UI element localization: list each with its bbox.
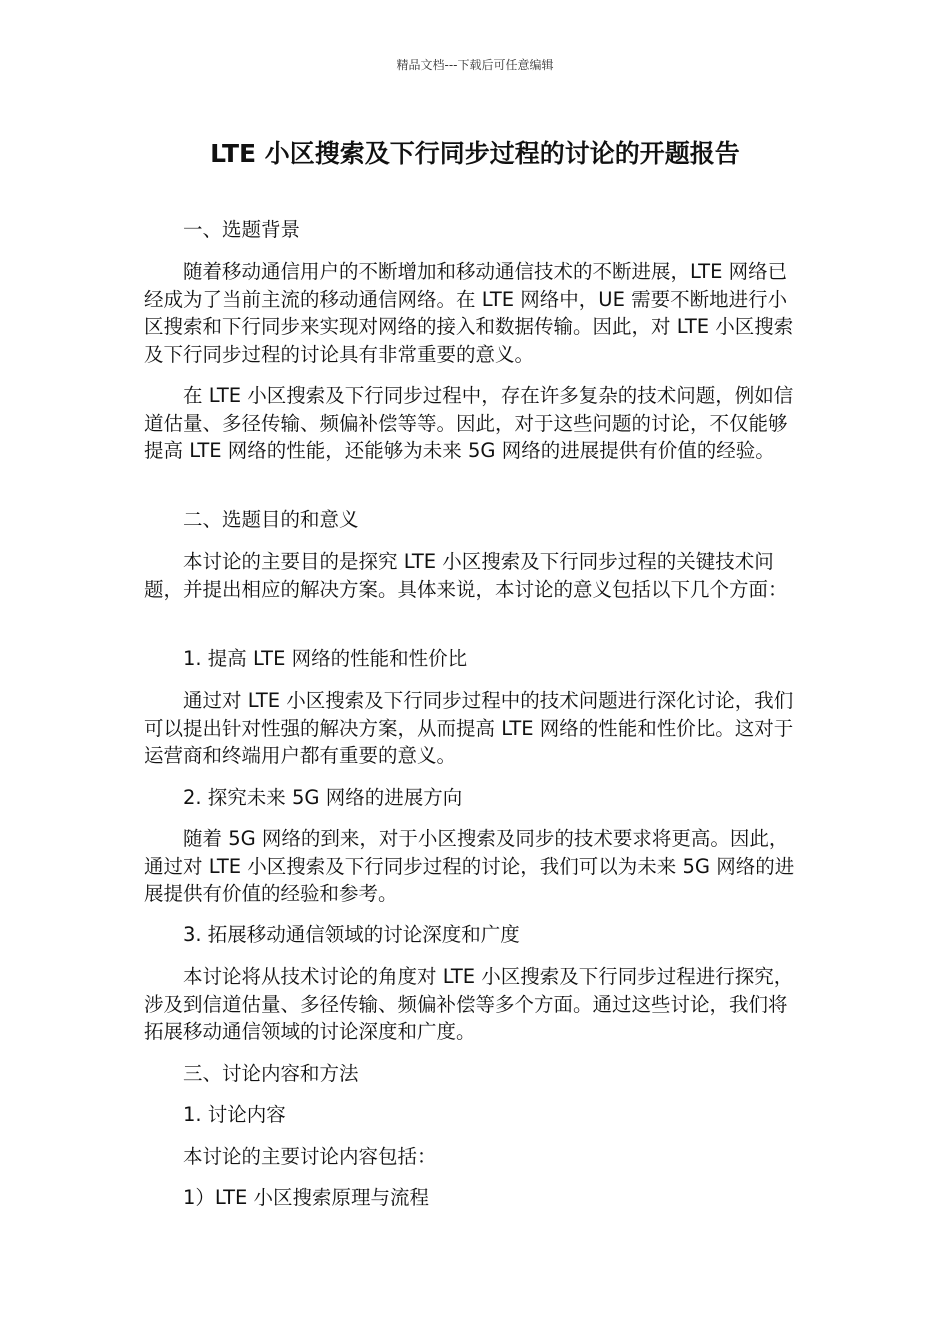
- content-intro: 本讨论的主要讨论内容包括：: [183, 1145, 437, 1168]
- section-heading-purpose: 二、选题目的和意义: [183, 508, 359, 531]
- item-heading-content: 1. 讨论内容: [183, 1103, 286, 1126]
- section-block-1: [144, 216, 806, 244]
- page-title: LTE 小区搜索及下行同步过程的讨论的开题报告: [210, 139, 740, 168]
- item-text-2: 随着 5G 网络的到来，对于小区搜索及同步的技术要求将更高。因此，通过对 LTE 小区搜索及下行同步过程的讨论，我们可以为未来 5G 网络的进展提供有价值的经验和参考。: [144, 827, 795, 905]
- paragraph-block: [144, 1143, 806, 1171]
- paragraph-block: [144, 687, 806, 770]
- section-heading-background: 一、选题背景: [183, 218, 301, 241]
- item-heading-2: 2. 探究未来 5G 网络的进展方向: [183, 786, 463, 809]
- list-item: [144, 784, 806, 812]
- section-heading-content: 三、讨论内容和方法: [183, 1062, 359, 1085]
- paragraph-background-1: 随着移动通信用户的不断增加和移动通信技术的不断进展，LTE 网络已经成为了当前主流的移动通信网络。在 LTE 网络中，UE 需要不断地进行小区搜索和下行同步来实现对网络的接入和数据传输。因此，对 LTE 小区搜索及下行同步过程的讨论具有非常重要的意义。: [144, 260, 794, 366]
- item-text-3: 本讨论将从技术讨论的角度对 LTE 小区搜索及下行同步过程进行探究，涉及到信道估量、多径传输、频偏补偿等多个方面。通过这些讨论，我们将拓展移动通信领域的讨论深度和广度。: [144, 965, 794, 1043]
- item-heading-1: 1. 提高 LTE 网络的性能和性价比: [183, 647, 468, 670]
- content-sub-item-1: 1）LTE 小区搜索原理与流程: [183, 1186, 430, 1209]
- list-item: [144, 645, 806, 673]
- paragraph-block: [144, 548, 806, 603]
- paragraph-block: [144, 382, 806, 465]
- list-item: [144, 921, 806, 949]
- item-heading-3: 3. 拓展移动通信领域的讨论深度和广度: [183, 923, 520, 946]
- item-text-1: 通过对 LTE 小区搜索及下行同步过程中的技术问题进行深化讨论，我们可以提出针对性强的解决方案，从而提高 LTE 网络的性能和性价比。这对于运营商和终端用户都有重要的意义。: [144, 689, 794, 767]
- list-item: [144, 1184, 806, 1212]
- paragraph-background-2: 在 LTE 小区搜索及下行同步过程中，存在许多复杂的技术问题，例如信道估量、多径传输、频偏补偿等等。因此，对于这些问题的讨论，不仅能够提高 LTE 网络的性能，还能够为未来 5G 网络的进展提供有价值的经验。: [144, 384, 794, 462]
- header-note: 精品文档---下载后可任意编辑: [396, 58, 554, 72]
- section-block-3: [144, 1060, 806, 1088]
- paragraph-block: [144, 963, 806, 1046]
- list-item: [144, 1101, 806, 1129]
- section-block-2: [144, 506, 806, 534]
- paragraph-purpose: 本讨论的主要目的是探究 LTE 小区搜索及下行同步过程的关键技术问题，并提出相应的解决方案。具体来说，本讨论的意义包括以下几个方面：: [144, 550, 788, 601]
- paragraph-block: [144, 825, 806, 908]
- paragraph-block: [144, 258, 806, 368]
